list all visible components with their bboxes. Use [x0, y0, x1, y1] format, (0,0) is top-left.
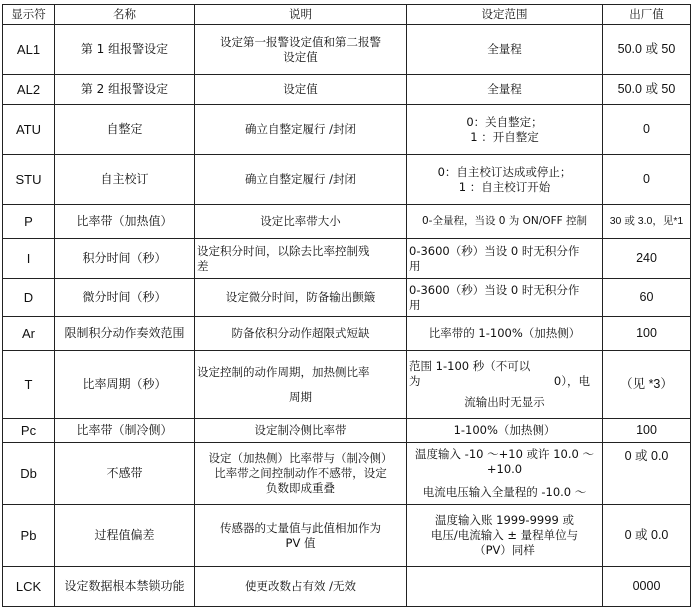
table-row — [3, 205, 691, 239]
cell-code: D — [3, 279, 55, 317]
cell-default: 30 或 3.0，见*1 — [603, 205, 691, 239]
range-line: 1 ：自主校订开始 — [458, 179, 551, 194]
cell-name: 限制积分动作奏效范围 — [55, 317, 195, 351]
desc-line: 传感器的丈量值与此值相加作为 — [220, 520, 381, 535]
table-row — [3, 239, 691, 279]
header-range: 设定范围 — [407, 5, 603, 25]
cell-desc: 设定值 — [195, 75, 407, 105]
cell-range — [407, 155, 603, 205]
cell-range: 1-100%（加热侧） — [407, 419, 603, 443]
cell-name: 设定数据根本禁锁功能 — [55, 567, 195, 607]
cell-code: STU — [3, 155, 55, 205]
desc-line: 负数即成重叠 — [266, 481, 335, 495]
cell-default: 0000 — [603, 567, 691, 607]
cell-range: 0-全量程，当设 0 为 ON/OFF 控制 — [407, 205, 603, 239]
cell-code: LCK — [3, 567, 55, 607]
cell-desc: 防备依积分动作超限式短缺 — [195, 317, 407, 351]
range-line: +10.0 — [486, 462, 523, 476]
cell-desc — [195, 351, 407, 419]
table-row — [3, 75, 691, 105]
desc-line: 差 — [197, 258, 209, 273]
range-line: 1 ：开自整定 — [470, 129, 539, 144]
cell-desc: 使更改数占有效 /无效 — [195, 567, 407, 607]
cell-default: 50.0 或 50 — [603, 25, 691, 75]
parameter-table — [2, 4, 691, 607]
cell-name: 自主校订 — [55, 155, 195, 205]
cell-name: 自整定 — [55, 105, 195, 155]
cell-range — [407, 443, 603, 505]
cell-desc: 设定比率带大小 — [195, 205, 407, 239]
cell-code: I — [3, 239, 55, 279]
cell-name: 过程值偏差 — [55, 505, 195, 567]
cell-default: 0 — [603, 155, 691, 205]
cell-name: 比率带（加热值） — [55, 205, 195, 239]
cell-desc — [195, 239, 407, 279]
cell-name: 微分时间（秒） — [55, 279, 195, 317]
cell-code: Db — [3, 443, 55, 505]
desc-line: 设定控制的动作周期，加热侧比率 — [197, 364, 370, 379]
cell-code: AL2 — [3, 75, 55, 105]
cell-default: 0 或 0.0 — [603, 505, 691, 567]
header-default: 出厂值 — [603, 5, 691, 25]
range-line: 电流电压输入全量程的 -10.0 ～ — [422, 485, 587, 499]
cell-name: 第 1 组报警设定 — [55, 25, 195, 75]
cell-default: 0 — [603, 105, 691, 155]
range-line: 0：关自整定； — [466, 114, 543, 129]
desc-line: 设定积分时间，以除去比率控制残 — [197, 243, 370, 258]
cell-name: 积分时间（秒） — [55, 239, 195, 279]
range-line: 温度输入账 1999-9999 或 — [435, 513, 574, 527]
range-line: 电压/电流输入 ± 量程单位与 — [430, 528, 579, 542]
range-line — [409, 374, 600, 389]
cell-code: Pc — [3, 419, 55, 443]
cell-desc — [195, 25, 407, 75]
range-fragment: 0），电 — [553, 374, 590, 388]
cell-desc: 确立自整定履行 /封闭 — [195, 105, 407, 155]
cell-name: 比率带（制冷侧） — [55, 419, 195, 443]
cell-range — [407, 105, 603, 155]
table-row — [3, 419, 691, 443]
desc-line: 设定值 — [283, 49, 318, 64]
cell-range: 全量程 — [407, 25, 603, 75]
cell-name: 比率周期（秒） — [55, 351, 195, 419]
range-line: 用 — [409, 258, 421, 273]
cell-desc: 设定微分时间，防备输出颤簸 — [195, 279, 407, 317]
table-row — [3, 351, 691, 419]
cell-desc: 确立自整定履行 /封闭 — [195, 155, 407, 205]
cell-code: T — [3, 351, 55, 419]
range-line: 流输出时无显示 — [464, 395, 545, 409]
range-line: 0-3600（秒）当设 0 时无积分作 — [409, 282, 580, 297]
table-row — [3, 443, 691, 505]
table-row — [3, 105, 691, 155]
range-line: 温度输入 -10 ～+10 或许 10.0 ～ — [415, 447, 594, 461]
cell-desc — [195, 443, 407, 505]
cell-default: 60 — [603, 279, 691, 317]
table-row — [3, 317, 691, 351]
desc-line: 设定（加热侧）比率带与（制冷侧） — [208, 451, 393, 465]
range-line: 范围 1-100 秒（不可以 — [409, 359, 531, 373]
table-header-row — [3, 5, 691, 25]
cell-default: 100 — [603, 317, 691, 351]
cell-default: 0 或 0.0 — [603, 443, 691, 505]
table-row — [3, 279, 691, 317]
cell-desc — [195, 505, 407, 567]
cell-name: 第 2 组报警设定 — [55, 75, 195, 105]
cell-range — [407, 505, 603, 567]
cell-default: （见 *3） — [603, 351, 691, 419]
cell-name: 不感带 — [55, 443, 195, 505]
range-line: 0：自主校订达成或停止； — [437, 164, 572, 179]
range-line: （PV）同样 — [474, 543, 535, 557]
cell-code: Pb — [3, 505, 55, 567]
cell-default: 100 — [603, 419, 691, 443]
cell-range: 全量程 — [407, 75, 603, 105]
cell-desc: 设定制冷侧比率带 — [195, 419, 407, 443]
table-row — [3, 25, 691, 75]
range-line: 0-3600（秒）当设 0 时无积分作 — [409, 243, 580, 258]
cell-default: 50.0 或 50 — [603, 75, 691, 105]
cell-range — [407, 567, 603, 607]
parameter-table-container — [2, 4, 691, 607]
range-line: 用 — [409, 297, 421, 312]
cell-code: Ar — [3, 317, 55, 351]
cell-range — [407, 279, 603, 317]
cell-code: P — [3, 205, 55, 239]
desc-line: PV 值 — [285, 535, 316, 550]
desc-line: 比率带之间控制动作不感带，设定 — [214, 466, 387, 480]
desc-line: 周期 — [289, 389, 312, 404]
cell-range: 比率带的 1-100%（加热侧） — [407, 317, 603, 351]
header-desc: 说明 — [195, 5, 407, 25]
cell-code: AL1 — [3, 25, 55, 75]
cell-code: ATU — [3, 105, 55, 155]
cell-default: 240 — [603, 239, 691, 279]
cell-range — [407, 351, 603, 419]
header-code: 显示符 — [3, 5, 55, 25]
table-row — [3, 505, 691, 567]
table-row — [3, 567, 691, 607]
range-fragment: 为 — [409, 374, 421, 388]
table-row — [3, 155, 691, 205]
cell-range — [407, 239, 603, 279]
header-name: 名称 — [55, 5, 195, 25]
desc-line: 设定第一报警设定值和第二报警 — [220, 34, 381, 49]
